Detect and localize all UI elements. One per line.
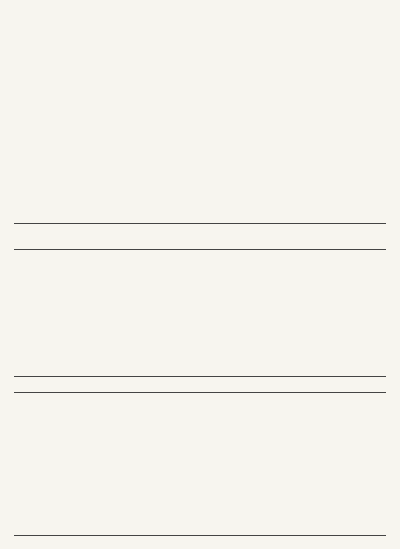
section-divider <box>14 249 386 250</box>
warrant-notices <box>4 22 396 222</box>
section-divider <box>14 535 386 536</box>
section-divider <box>14 376 386 377</box>
section-divider <box>14 392 386 393</box>
section-divider <box>14 223 386 224</box>
